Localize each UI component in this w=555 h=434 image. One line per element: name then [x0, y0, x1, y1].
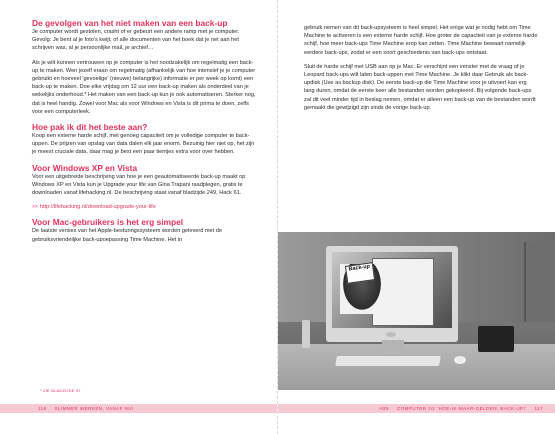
page-number-left: 116	[38, 406, 47, 411]
photo-imac-desk	[278, 232, 555, 390]
imac-screen	[332, 252, 452, 328]
apple-logo-icon	[386, 332, 396, 337]
footer-title-right: COMPUTER 10: 'HOE-IK-MAAR-GELDEN, BACK-UP!'	[396, 406, 527, 411]
paragraph-consequences: Je computer wordt gestolen, crasht of er gebeurt een andere ramp met je computer. Gevolg: Je bent al je foto's kwijt, of alle documenten van het boek dat je net aan het schrijven was, al je persoonlijke mail, je archief…	[32, 29, 240, 52]
paragraph-usb: Sluit de harde schijf met USB aan op je Mac. Er verschijnt een venster met de vraag of je Leopard back-ups wilt laten back-uppen met Time Machine. Je klikt daar Gebruik als back-updisk (Use as backup disk). De eerste back-up die Time Machine voor je uitvoert kan erg lang duren, omdat de eerste keer alle bestanden worden gekopieerd. Bij volgende back-ups zal dit veel minder tijd in beslag nemen, omdat er alleen een back-up van de bestanden wordt gemaakt die gewijzigd zijn sinds de vorige back-up.	[304, 63, 536, 111]
page-number-right: 117	[534, 406, 543, 411]
paragraph-mac: De laatste versies van het Apple-besturingssysteem worden geleverd met de gebruiksvriendelijke back-upoepassing Time Machine. Het in	[32, 228, 222, 243]
right-page	[278, 0, 555, 434]
right-column	[304, 24, 538, 112]
download-link-row	[32, 203, 258, 211]
bottle	[302, 320, 310, 348]
footer-chapter-right: H25	[379, 406, 389, 411]
right-footer	[278, 404, 555, 413]
paragraph-windows: Voor een uitgebreide beschrijving van hoe je een geautomatiseerde back-up maakt op Windows XP en Vista kun je Upgrade your life van Gina Trapani raadplegen, gratis te downloaden vanaf lifehacking.nl. De beschrijving staat vanaf bladzijde 249, Hack 61.	[32, 173, 246, 197]
mouse	[454, 356, 466, 364]
left-page	[0, 0, 277, 434]
external-hard-drive	[478, 326, 514, 352]
heading-consequences: De gevolgen van het niet maken van een back-up	[32, 18, 228, 28]
heading-how-to: Hoe pak ik dit het beste aan?	[32, 122, 148, 133]
keyboard	[335, 356, 441, 366]
link-arrow-icon: >>	[32, 204, 38, 211]
left-column	[32, 18, 258, 244]
download-link[interactable]: http://lifehacking.nl/download-upgrade-your-life	[39, 204, 156, 211]
footer-title-left: SLIMMER WERKEN, VANAF NU!	[54, 406, 134, 411]
backup-badge: Back-up	[345, 262, 375, 284]
left-footer	[0, 404, 277, 413]
imac-stand	[382, 340, 404, 354]
heading-mac: Voor Mac-gebruikers is het erg simpel	[32, 217, 184, 228]
paragraph-regular-backup: Als je wilt kunnen vertrouwen op je computer is het noodzakelijk om regelmatig een back-up te maken. Wen jezelf eraan om regelmatig (afhankelijk van hoe intensief je je computer gebruikt en hoeveel 'gevoelige' (nieuwe) belangrijke) informatie er per week op komt) een back-up te maken. Doe elke vrijdag om 12 uur een back-up maken als onderdeel van je wekelijks onderhoud.* Het maken van een back-up kun je ook automatiseren. Sterker nog, dat is heel handig. Zowel voor Mac als voor Windows en Vista is dit prima te doen, zelfs voor een computerleek.	[32, 59, 256, 115]
footnote: * ZIE BLADZIJDE 97	[40, 388, 81, 393]
heading-windows: Voor Windows XP en Vista	[32, 162, 138, 173]
wall-frame	[524, 242, 555, 322]
imac-monitor	[326, 246, 458, 342]
paragraph-external-drive: Koop een externe harde schijf, met genoeg capaciteit om je volledige computer te back-uppen. De prijzen van opslag van data dalen elk jaar enorm. Bezuinig hier niet op, het zijn je meest cruciale data, daar mag je best een paar tientjes extra voor over hebben.	[32, 133, 255, 156]
paragraph-time-machine: gebruik nemen van dit back-upsysteem is heel simpel. Het enige wat je nodig hebt om Time Machine te activeren is een externe harde schijf. Hoe groter de capaciteit van je externe harde schijf, hoe meer back-ups Time Machine erop kan zetten. Time Machine bewaart namelijk eerdere back-ups, zodat er een soort geschiedenis van back-ups ontstaat.	[304, 25, 538, 56]
